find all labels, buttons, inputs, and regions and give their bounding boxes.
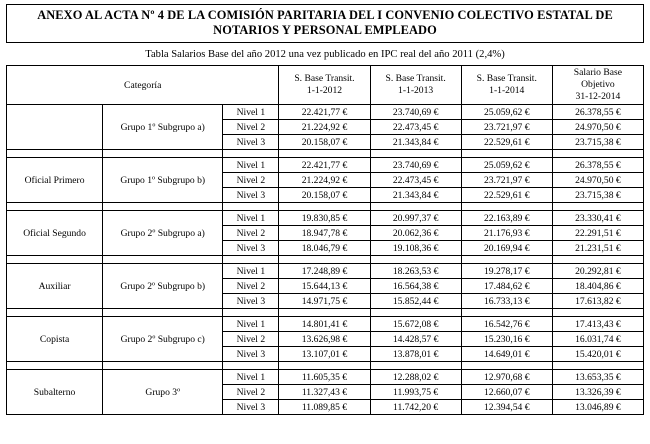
cell-value-4: 13.326,39 €	[552, 385, 643, 400]
table-spacer-cell	[103, 309, 223, 317]
table-spacer-cell	[279, 203, 370, 211]
cell-value-4: 17.613,82 €	[552, 294, 643, 309]
cell-value-1: 21.224,92 €	[279, 120, 370, 135]
table-spacer-row	[7, 256, 644, 264]
cell-grupo: Grupo 2º Subgrupo b)	[103, 264, 223, 309]
document-title-line-1: ANEXO AL ACTA Nº 4 DE LA COMISIÓN PARITARIA DEL I CONVENIO COLECTIVO ESTATAL DE	[37, 8, 613, 22]
cell-value-3: 16.542,76 €	[461, 317, 552, 332]
cell-value-3: 16.733,13 €	[461, 294, 552, 309]
cell-value-2: 16.564,38 €	[370, 279, 461, 294]
table-spacer-cell	[552, 203, 643, 211]
table-spacer-cell	[7, 309, 103, 317]
table-row	[7, 211, 644, 226]
cell-value-1: 22.421,77 €	[279, 105, 370, 120]
table-row	[7, 158, 644, 173]
table-spacer-cell	[552, 362, 643, 370]
table-row	[7, 264, 644, 279]
cell-nivel: Nivel 3	[223, 135, 279, 150]
cell-value-4: 20.292,81 €	[552, 264, 643, 279]
table-row	[7, 105, 644, 120]
cell-value-2: 20.997,37 €	[370, 211, 461, 226]
cell-value-4: 24.970,50 €	[552, 173, 643, 188]
cell-value-4: 17.413,43 €	[552, 317, 643, 332]
cell-value-3: 12.660,07 €	[461, 385, 552, 400]
table-spacer-cell	[461, 256, 552, 264]
cell-value-4: 18.404,86 €	[552, 279, 643, 294]
cell-nivel: Nivel 3	[223, 400, 279, 415]
salary-table-header	[7, 66, 644, 105]
cell-nivel: Nivel 1	[223, 370, 279, 385]
table-spacer-cell	[7, 203, 103, 211]
table-spacer-row	[7, 362, 644, 370]
header-base-transit-2012	[279, 66, 370, 105]
cell-value-1: 13.107,01 €	[279, 347, 370, 362]
table-spacer-cell	[279, 309, 370, 317]
header-base-transit-2014	[461, 66, 552, 105]
cell-value-2: 12.288,02 €	[370, 370, 461, 385]
cell-value-1: 18.947,78 €	[279, 226, 370, 241]
cell-value-1: 18.046,79 €	[279, 241, 370, 256]
cell-value-2: 21.343,84 €	[370, 135, 461, 150]
table-spacer-cell	[279, 150, 370, 158]
cell-categoria: Oficial Primero	[7, 158, 103, 203]
table-spacer-cell	[370, 203, 461, 211]
cell-value-3: 22.163,89 €	[461, 211, 552, 226]
cell-grupo: Grupo 1º Subgrupo a)	[103, 105, 223, 150]
cell-categoria: Oficial Segundo	[7, 211, 103, 256]
cell-value-2: 18.263,53 €	[370, 264, 461, 279]
cell-value-4: 24.970,50 €	[552, 120, 643, 135]
cell-value-2: 22.473,45 €	[370, 120, 461, 135]
header-col3-line1: S. Base Transit.	[476, 73, 537, 84]
table-spacer-cell	[461, 203, 552, 211]
table-spacer-cell	[370, 150, 461, 158]
cell-value-2: 22.473,45 €	[370, 173, 461, 188]
cell-categoria	[7, 105, 103, 150]
cell-value-2: 13.878,01 €	[370, 347, 461, 362]
cell-nivel: Nivel 1	[223, 211, 279, 226]
table-spacer-cell	[103, 256, 223, 264]
header-base-transit-2013	[370, 66, 461, 105]
cell-value-3: 12.970,68 €	[461, 370, 552, 385]
cell-value-1: 14.971,75 €	[279, 294, 370, 309]
salary-table	[6, 65, 644, 415]
table-spacer-cell	[103, 150, 223, 158]
cell-value-2: 14.428,57 €	[370, 332, 461, 347]
cell-value-3: 14.649,01 €	[461, 347, 552, 362]
cell-value-2: 19.108,36 €	[370, 241, 461, 256]
table-spacer-cell	[552, 256, 643, 264]
table-spacer-cell	[223, 309, 279, 317]
document-title-box	[6, 4, 644, 43]
cell-value-3: 25.059,62 €	[461, 105, 552, 120]
cell-value-3: 23.721,97 €	[461, 173, 552, 188]
cell-value-1: 15.644,13 €	[279, 279, 370, 294]
table-spacer-cell	[223, 150, 279, 158]
header-categoria: Categoría	[7, 66, 279, 105]
table-spacer-cell	[370, 362, 461, 370]
cell-value-3: 20.169,94 €	[461, 241, 552, 256]
cell-categoria: Copista	[7, 317, 103, 362]
cell-value-4: 13.653,35 €	[552, 370, 643, 385]
cell-value-4: 26.378,55 €	[552, 158, 643, 173]
table-spacer-cell	[279, 362, 370, 370]
cell-value-4: 26.378,55 €	[552, 105, 643, 120]
table-spacer-cell	[7, 256, 103, 264]
table-spacer-cell	[461, 309, 552, 317]
cell-value-1: 13.626,98 €	[279, 332, 370, 347]
table-spacer-row	[7, 150, 644, 158]
table-row	[7, 317, 644, 332]
document-page	[0, 4, 650, 444]
header-col4-line1: Salario Base Objetivo	[573, 67, 623, 90]
cell-categoria: Subalterno	[7, 370, 103, 415]
cell-value-1: 11.327,43 €	[279, 385, 370, 400]
table-spacer-cell	[461, 150, 552, 158]
table-spacer-cell	[552, 309, 643, 317]
table-spacer-cell	[7, 150, 103, 158]
cell-nivel: Nivel 3	[223, 241, 279, 256]
cell-nivel: Nivel 2	[223, 173, 279, 188]
document-subtitle: Tabla Salarios Base del año 2012 una vez publicado en IPC real del año 2011 (2,4%)	[145, 49, 505, 60]
cell-value-3: 19.278,17 €	[461, 264, 552, 279]
document-title-line-2: NOTARIOS Y PERSONAL EMPLEADO	[213, 23, 437, 37]
cell-value-3: 22.529,61 €	[461, 135, 552, 150]
table-spacer-cell	[103, 203, 223, 211]
cell-nivel: Nivel 1	[223, 264, 279, 279]
cell-value-1: 20.158,07 €	[279, 135, 370, 150]
cell-value-3: 17.484,62 €	[461, 279, 552, 294]
table-spacer-cell	[461, 362, 552, 370]
table-spacer-cell	[279, 256, 370, 264]
cell-categoria: Auxiliar	[7, 264, 103, 309]
table-spacer-cell	[103, 362, 223, 370]
cell-nivel: Nivel 1	[223, 105, 279, 120]
cell-value-2: 23.740,69 €	[370, 105, 461, 120]
cell-value-4: 13.046,89 €	[552, 400, 643, 415]
cell-nivel: Nivel 3	[223, 188, 279, 203]
cell-value-2: 11.742,20 €	[370, 400, 461, 415]
header-col2-line1: S. Base Transit.	[385, 73, 446, 84]
cell-nivel: Nivel 1	[223, 158, 279, 173]
cell-value-2: 21.343,84 €	[370, 188, 461, 203]
table-spacer-cell	[370, 309, 461, 317]
cell-value-2: 11.993,75 €	[370, 385, 461, 400]
cell-value-4: 23.715,38 €	[552, 135, 643, 150]
cell-value-1: 20.158,07 €	[279, 188, 370, 203]
cell-value-4: 22.291,51 €	[552, 226, 643, 241]
cell-grupo: Grupo 2º Subgrupo a)	[103, 211, 223, 256]
cell-nivel: Nivel 2	[223, 332, 279, 347]
cell-nivel: Nivel 3	[223, 347, 279, 362]
cell-nivel: Nivel 1	[223, 317, 279, 332]
cell-value-3: 25.059,62 €	[461, 158, 552, 173]
table-spacer-row	[7, 309, 644, 317]
header-col4-line2: 31-12-2014	[575, 91, 621, 102]
cell-nivel: Nivel 3	[223, 294, 279, 309]
table-spacer-cell	[370, 256, 461, 264]
cell-value-2: 23.740,69 €	[370, 158, 461, 173]
cell-value-4: 16.031,74 €	[552, 332, 643, 347]
table-spacer-cell	[223, 362, 279, 370]
cell-value-3: 21.176,93 €	[461, 226, 552, 241]
table-spacer-cell	[223, 203, 279, 211]
table-spacer-row	[7, 203, 644, 211]
cell-value-3: 15.230,16 €	[461, 332, 552, 347]
cell-value-3: 12.394,54 €	[461, 400, 552, 415]
cell-value-4: 23.330,41 €	[552, 211, 643, 226]
header-salario-base-objetivo	[552, 66, 643, 105]
cell-value-4: 15.420,01 €	[552, 347, 643, 362]
cell-value-2: 15.672,08 €	[370, 317, 461, 332]
cell-value-4: 23.715,38 €	[552, 188, 643, 203]
cell-value-1: 14.801,41 €	[279, 317, 370, 332]
cell-value-3: 22.529,61 €	[461, 188, 552, 203]
cell-value-4: 21.231,51 €	[552, 241, 643, 256]
cell-grupo: Grupo 2º Subgrupo c)	[103, 317, 223, 362]
cell-nivel: Nivel 2	[223, 279, 279, 294]
cell-nivel: Nivel 2	[223, 385, 279, 400]
cell-nivel: Nivel 2	[223, 226, 279, 241]
cell-grupo: Grupo 3º	[103, 370, 223, 415]
cell-value-3: 23.721,97 €	[461, 120, 552, 135]
cell-nivel: Nivel 2	[223, 120, 279, 135]
table-header-row	[7, 66, 644, 105]
cell-value-2: 15.852,44 €	[370, 294, 461, 309]
cell-grupo: Grupo 1º Subgrupo b)	[103, 158, 223, 203]
header-col3-line2: 1-1-2014	[489, 85, 525, 96]
table-spacer-cell	[223, 256, 279, 264]
cell-value-1: 11.605,35 €	[279, 370, 370, 385]
table-spacer-cell	[7, 362, 103, 370]
cell-value-1: 19.830,85 €	[279, 211, 370, 226]
cell-value-1: 11.089,85 €	[279, 400, 370, 415]
header-col1-line1: S. Base Transit.	[294, 73, 355, 84]
cell-value-2: 20.062,36 €	[370, 226, 461, 241]
cell-value-1: 22.421,77 €	[279, 158, 370, 173]
table-spacer-cell	[552, 150, 643, 158]
header-col2-line2: 1-1-2013	[398, 85, 434, 96]
cell-value-1: 17.248,89 €	[279, 264, 370, 279]
cell-value-1: 21.224,92 €	[279, 173, 370, 188]
salary-table-body	[7, 105, 644, 415]
table-row	[7, 370, 644, 385]
header-col1-line2: 1-1-2012	[306, 85, 343, 96]
